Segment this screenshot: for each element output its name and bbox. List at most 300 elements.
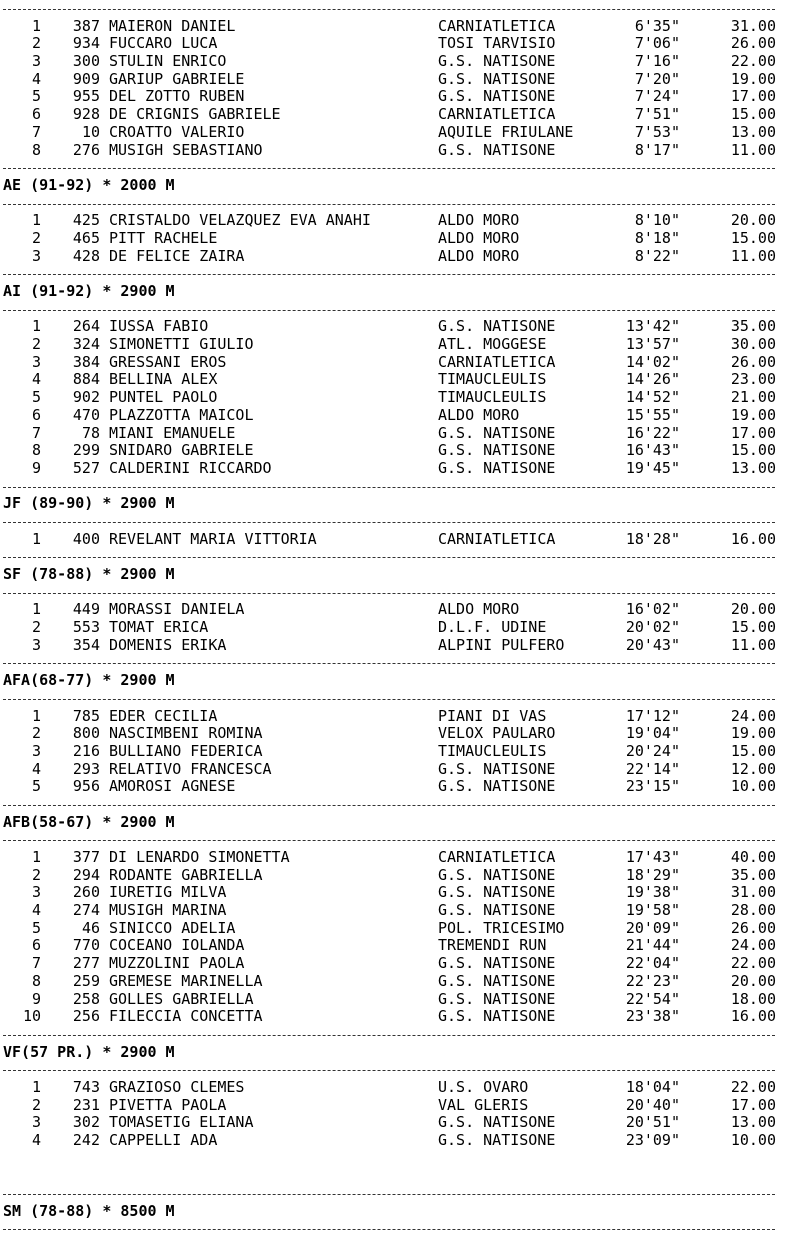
bib-number-cell: 299 xyxy=(72,441,100,460)
team-cell: G.S. NATISONE xyxy=(438,69,556,88)
team-cell: G.S. NATISONE xyxy=(438,1007,556,1026)
team-cell: G.S. NATISONE xyxy=(438,317,556,336)
divider xyxy=(0,265,787,283)
result-row xyxy=(0,389,787,407)
time-cell: 22'14" xyxy=(625,759,680,778)
athlete-name-cell: SINICCO ADELIA xyxy=(109,918,236,937)
team-cell: G.S. NATISONE xyxy=(438,989,556,1008)
position-cell: 3 xyxy=(31,635,41,654)
position-cell: 3 xyxy=(31,741,41,760)
points-cell: 13.00 xyxy=(730,1113,776,1132)
time-cell: 22'23" xyxy=(625,971,680,990)
athlete-name-cell: PIVETTA PAOLA xyxy=(109,1095,227,1114)
points-cell: 18.00 xyxy=(730,989,776,1008)
team-cell: TIMAUCLEULIS xyxy=(438,388,547,407)
athlete-name-cell: GRAZIOSO CLEMES xyxy=(109,1077,245,1096)
position-cell: 1 xyxy=(31,706,41,725)
athlete-name-cell: MUSIGH SEBASTIANO xyxy=(109,140,263,159)
athlete-name-cell: MORASSI DANIELA xyxy=(109,600,245,619)
result-row xyxy=(0,53,787,71)
bib-number-cell: 428 xyxy=(72,246,100,265)
position-cell: 1 xyxy=(31,16,41,35)
result-row xyxy=(0,884,787,902)
athlete-name-cell: BELLINA ALEX xyxy=(109,370,218,389)
points-cell: 40.00 xyxy=(730,848,776,866)
result-row xyxy=(0,955,787,973)
points-cell: 35.00 xyxy=(730,865,776,884)
team-cell: G.S. NATISONE xyxy=(438,954,556,973)
bib-number-cell: 258 xyxy=(72,989,100,1008)
points-cell: 15.00 xyxy=(730,105,776,124)
bib-number-cell: 259 xyxy=(72,971,100,990)
athlete-name-cell: FILECCIA CONCETTA xyxy=(109,1007,263,1026)
time-cell: 23'38" xyxy=(625,1007,680,1026)
time-cell: 22'04" xyxy=(625,954,680,973)
points-cell: 24.00 xyxy=(730,706,776,725)
bib-number-cell: 770 xyxy=(72,936,100,955)
position-cell: 3 xyxy=(31,52,41,71)
position-cell: 5 xyxy=(31,388,41,407)
points-cell: 15.00 xyxy=(730,228,776,247)
athlete-name-cell: EDER CECILIA xyxy=(109,706,218,725)
points-cell: 23.00 xyxy=(730,370,776,389)
athlete-name-cell: MUZZOLINI PAOLA xyxy=(109,954,245,973)
team-cell: VAL GLERIS xyxy=(438,1095,529,1114)
points-cell: 15.00 xyxy=(730,618,776,637)
team-cell: CARNIATLETICA xyxy=(438,848,556,866)
position-cell: 7 xyxy=(31,954,41,973)
position-cell: 5 xyxy=(31,777,41,796)
divider xyxy=(0,1061,787,1079)
team-cell: ALDO MORO xyxy=(438,246,520,265)
team-cell: G.S. NATISONE xyxy=(438,140,556,159)
points-cell: 22.00 xyxy=(730,1077,776,1096)
position-cell: 4 xyxy=(31,901,41,920)
position-cell: 4 xyxy=(31,370,41,389)
athlete-name-cell: DEL ZOTTO RUBEN xyxy=(109,87,245,106)
team-cell: CARNIATLETICA xyxy=(438,105,556,124)
result-row xyxy=(0,407,787,425)
team-cell: G.S. NATISONE xyxy=(438,423,556,442)
position-cell: 5 xyxy=(31,87,41,106)
position-cell: 3 xyxy=(31,1113,41,1132)
team-cell: ALDO MORO xyxy=(438,405,520,424)
position-cell: 8 xyxy=(31,140,41,159)
time-cell: 7'53" xyxy=(634,122,680,141)
result-row xyxy=(0,425,787,443)
result-row xyxy=(0,442,787,460)
points-cell: 20.00 xyxy=(730,971,776,990)
divider xyxy=(0,513,787,531)
result-row xyxy=(0,778,787,796)
bib-number-cell: 553 xyxy=(72,618,100,637)
divider xyxy=(0,301,787,319)
team-cell: TOSI TARVISIO xyxy=(438,34,556,53)
athlete-name-cell: GREMESE MARINELLA xyxy=(109,971,263,990)
athlete-name-cell: MAIERON DANIEL xyxy=(109,16,236,35)
athlete-name-cell: GRESSANI EROS xyxy=(109,352,227,371)
divider xyxy=(0,690,787,708)
position-cell: 2 xyxy=(31,1095,41,1114)
team-cell: G.S. NATISONE xyxy=(438,1113,556,1132)
bib-number-cell: 387 xyxy=(72,16,100,35)
time-cell: 13'57" xyxy=(625,335,680,354)
time-cell: 16'22" xyxy=(625,423,680,442)
team-cell: G.S. NATISONE xyxy=(438,458,556,477)
bib-number-cell: 928 xyxy=(72,105,100,124)
position-cell: 9 xyxy=(31,458,41,477)
bib-number-cell: 294 xyxy=(72,865,100,884)
blank-line xyxy=(0,1150,787,1168)
result-row xyxy=(0,1079,787,1097)
bib-number-cell: 902 xyxy=(72,388,100,407)
result-row xyxy=(0,371,787,389)
points-cell: 16.00 xyxy=(730,1007,776,1026)
team-cell: TIMAUCLEULIS xyxy=(438,370,547,389)
team-cell: PIANI DI VAS xyxy=(438,706,547,725)
result-row xyxy=(0,354,787,372)
athlete-name-cell: SIMONETTI GIULIO xyxy=(109,335,254,354)
team-cell: TREMENDI RUN xyxy=(438,936,547,955)
time-cell: 8'22" xyxy=(634,246,680,265)
team-cell: G.S. NATISONE xyxy=(438,1131,556,1149)
points-cell: 22.00 xyxy=(730,954,776,973)
team-cell: G.S. NATISONE xyxy=(438,901,556,920)
position-cell: 4 xyxy=(31,1131,41,1149)
result-row xyxy=(0,106,787,124)
bib-number-cell: 354 xyxy=(72,635,100,654)
points-cell: 13.00 xyxy=(730,122,776,141)
athlete-name-cell: STULIN ENRICO xyxy=(109,52,227,71)
athlete-name-cell: MUSIGH MARINA xyxy=(109,901,227,920)
points-cell: 11.00 xyxy=(730,246,776,265)
time-cell: 18'28" xyxy=(625,529,680,548)
team-cell: ALDO MORO xyxy=(438,228,520,247)
athlete-name-cell: CRISTALDO VELAZQUEZ EVA ANAHI xyxy=(109,211,371,230)
result-row xyxy=(0,142,787,160)
athlete-name-cell: CAPPELLI ADA xyxy=(109,1131,218,1149)
divider xyxy=(0,195,787,213)
divider xyxy=(0,831,787,849)
points-cell: 10.00 xyxy=(730,777,776,796)
time-cell: 19'38" xyxy=(625,883,680,902)
athlete-name-cell: PUNTEL PAOLO xyxy=(109,388,218,407)
position-cell: 9 xyxy=(31,989,41,1008)
position-cell: 6 xyxy=(31,105,41,124)
bib-number-cell: 884 xyxy=(72,370,100,389)
category-heading: AE (91-92) * 2000 M xyxy=(3,175,175,194)
time-cell: 18'04" xyxy=(625,1077,680,1096)
athlete-name-cell: IURETIG MILVA xyxy=(109,883,227,902)
position-cell: 1 xyxy=(31,1077,41,1096)
bib-number-cell: 324 xyxy=(72,335,100,354)
position-cell: 5 xyxy=(31,918,41,937)
result-row xyxy=(0,248,787,266)
result-row xyxy=(0,230,787,248)
bib-number-cell: 449 xyxy=(72,600,100,619)
points-cell: 19.00 xyxy=(730,69,776,88)
result-row xyxy=(0,867,787,885)
divider xyxy=(0,478,787,496)
time-cell: 14'52" xyxy=(625,388,680,407)
result-row xyxy=(0,318,787,336)
position-cell: 3 xyxy=(31,883,41,902)
points-cell: 30.00 xyxy=(730,335,776,354)
bib-number-cell: 264 xyxy=(72,317,100,336)
bib-number-cell: 256 xyxy=(72,1007,100,1026)
divider xyxy=(0,1185,787,1203)
athlete-name-cell: CALDERINI RICCARDO xyxy=(109,458,272,477)
result-row xyxy=(0,531,787,549)
result-row xyxy=(0,619,787,637)
points-cell: 26.00 xyxy=(730,34,776,53)
team-cell: G.S. NATISONE xyxy=(438,883,556,902)
athlete-name-cell: REVELANT MARIA VITTORIA xyxy=(109,529,317,548)
divider xyxy=(0,548,787,566)
team-cell: G.S. NATISONE xyxy=(438,777,556,796)
bib-number-cell: 277 xyxy=(72,954,100,973)
category-heading: AFB(58-67) * 2900 M xyxy=(3,812,175,831)
athlete-name-cell: COCEANO IOLANDA xyxy=(109,936,245,955)
bib-number-cell: 800 xyxy=(72,724,100,743)
time-cell: 23'15" xyxy=(625,777,680,796)
position-cell: 8 xyxy=(31,971,41,990)
position-cell: 1 xyxy=(31,211,41,230)
team-cell: CARNIATLETICA xyxy=(438,16,556,35)
bib-number-cell: 425 xyxy=(72,211,100,230)
result-row xyxy=(0,761,787,779)
points-cell: 17.00 xyxy=(730,423,776,442)
position-cell: 1 xyxy=(31,848,41,866)
time-cell: 21'44" xyxy=(625,936,680,955)
bib-number-cell: 955 xyxy=(72,87,100,106)
category-heading: SF (78-88) * 2900 M xyxy=(3,565,175,583)
athlete-name-cell: RODANTE GABRIELLA xyxy=(109,865,263,884)
athlete-name-cell: DI LENARDO SIMONETTA xyxy=(109,848,290,866)
bib-number-cell: 300 xyxy=(72,52,100,71)
time-cell: 7'16" xyxy=(634,52,680,71)
result-row xyxy=(0,991,787,1009)
category-heading: JF (89-90) * 2900 M xyxy=(3,494,175,513)
position-cell: 10 xyxy=(22,1007,41,1026)
points-cell: 17.00 xyxy=(730,87,776,106)
team-cell: G.S. NATISONE xyxy=(438,759,556,778)
athlete-name-cell: NASCIMBENI ROMINA xyxy=(109,724,263,743)
athlete-name-cell: BULLIANO FEDERICA xyxy=(109,741,263,760)
divider xyxy=(0,654,787,672)
position-cell: 1 xyxy=(31,600,41,619)
time-cell: 22'54" xyxy=(625,989,680,1008)
result-row xyxy=(0,124,787,142)
athlete-name-cell: DE CRIGNIS GABRIELE xyxy=(109,105,281,124)
position-cell: 8 xyxy=(31,441,41,460)
points-cell: 19.00 xyxy=(730,724,776,743)
time-cell: 18'29" xyxy=(625,865,680,884)
time-cell: 20'02" xyxy=(625,618,680,637)
team-cell: ALPINI PULFERO xyxy=(438,635,565,654)
result-row xyxy=(0,88,787,106)
athlete-name-cell: SNIDARO GABRIELE xyxy=(109,441,254,460)
time-cell: 17'12" xyxy=(625,706,680,725)
points-cell: 13.00 xyxy=(730,458,776,477)
divider xyxy=(0,0,787,18)
bib-number-cell: 465 xyxy=(72,228,100,247)
team-cell: ALDO MORO xyxy=(438,600,520,619)
result-row xyxy=(0,708,787,726)
position-cell: 3 xyxy=(31,246,41,265)
team-cell: ATL. MOGGESE xyxy=(438,335,547,354)
time-cell: 17'43" xyxy=(625,848,680,866)
divider xyxy=(0,1026,787,1044)
position-cell: 6 xyxy=(31,936,41,955)
points-cell: 26.00 xyxy=(730,918,776,937)
category-heading: AFA(68-77) * 2900 M xyxy=(3,671,175,690)
points-cell: 20.00 xyxy=(730,211,776,230)
position-cell: 2 xyxy=(31,228,41,247)
time-cell: 8'10" xyxy=(634,211,680,230)
points-cell: 12.00 xyxy=(730,759,776,778)
athlete-name-cell: IUSSA FABIO xyxy=(109,317,209,336)
result-row xyxy=(0,212,787,230)
points-cell: 22.00 xyxy=(730,52,776,71)
team-cell: TIMAUCLEULIS xyxy=(438,741,547,760)
team-cell: G.S. NATISONE xyxy=(438,441,556,460)
bib-number-cell: 470 xyxy=(72,405,100,424)
points-cell: 26.00 xyxy=(730,352,776,371)
time-cell: 20'24" xyxy=(625,741,680,760)
time-cell: 7'51" xyxy=(634,105,680,124)
bib-number-cell: 934 xyxy=(72,34,100,53)
athlete-name-cell: RELATIVO FRANCESCA xyxy=(109,759,272,778)
team-cell: G.S. NATISONE xyxy=(438,865,556,884)
athlete-name-cell: FUCCARO LUCA xyxy=(109,34,218,53)
category-heading: SM (78-88) * 8500 M xyxy=(3,1201,175,1220)
time-cell: 14'26" xyxy=(625,370,680,389)
result-row xyxy=(0,336,787,354)
result-row xyxy=(0,973,787,991)
time-cell: 19'45" xyxy=(625,458,680,477)
result-row xyxy=(0,71,787,89)
time-cell: 16'02" xyxy=(625,600,680,619)
bib-number-cell: 216 xyxy=(72,741,100,760)
points-cell: 19.00 xyxy=(730,405,776,424)
result-row xyxy=(0,743,787,761)
bib-number-cell: 909 xyxy=(72,69,100,88)
position-cell: 1 xyxy=(31,529,41,548)
result-row xyxy=(0,1008,787,1026)
bib-number-cell: 400 xyxy=(72,529,100,548)
points-cell: 10.00 xyxy=(730,1131,776,1149)
bib-number-cell: 10 xyxy=(81,122,100,141)
team-cell: G.S. NATISONE xyxy=(438,52,556,71)
position-cell: 6 xyxy=(31,405,41,424)
time-cell: 23'09" xyxy=(625,1131,680,1149)
result-row xyxy=(0,18,787,36)
points-cell: 21.00 xyxy=(730,388,776,407)
team-cell: G.S. NATISONE xyxy=(438,87,556,106)
bib-number-cell: 276 xyxy=(72,140,100,159)
time-cell: 16'43" xyxy=(625,441,680,460)
points-cell: 17.00 xyxy=(730,1095,776,1114)
time-cell: 7'20" xyxy=(634,69,680,88)
athlete-name-cell: DE FELICE ZAIRA xyxy=(109,246,245,265)
points-cell: 24.00 xyxy=(730,936,776,955)
athlete-name-cell: PITT RACHELE xyxy=(109,228,218,247)
team-cell: G.S. NATISONE xyxy=(438,971,556,990)
athlete-name-cell: GARIUP GABRIELE xyxy=(109,69,245,88)
position-cell: 2 xyxy=(31,34,41,53)
time-cell: 14'02" xyxy=(625,352,680,371)
bib-number-cell: 527 xyxy=(72,458,100,477)
bib-number-cell: 78 xyxy=(81,423,100,442)
time-cell: 19'04" xyxy=(625,724,680,743)
athlete-name-cell: MIANI EMANUELE xyxy=(109,423,236,442)
team-cell: U.S. OVARO xyxy=(438,1077,529,1096)
team-cell: D.L.F. UDINE xyxy=(438,618,547,637)
time-cell: 20'40" xyxy=(625,1095,680,1114)
bib-number-cell: 260 xyxy=(72,883,100,902)
points-cell: 11.00 xyxy=(730,140,776,159)
athlete-name-cell: PLAZZOTTA MAICOL xyxy=(109,405,254,424)
position-cell: 7 xyxy=(31,122,41,141)
time-cell: 20'43" xyxy=(625,635,680,654)
time-cell: 7'24" xyxy=(634,87,680,106)
bib-number-cell: 231 xyxy=(72,1095,100,1114)
points-cell: 28.00 xyxy=(730,901,776,920)
result-row xyxy=(0,601,787,619)
result-row xyxy=(0,920,787,938)
result-row xyxy=(0,849,787,867)
result-row xyxy=(0,1132,787,1150)
bib-number-cell: 377 xyxy=(72,848,100,866)
position-cell: 2 xyxy=(31,618,41,637)
position-cell: 1 xyxy=(31,317,41,336)
team-cell: VELOX PAULARO xyxy=(438,724,556,743)
position-cell: 2 xyxy=(31,865,41,884)
result-row xyxy=(0,637,787,655)
bib-number-cell: 46 xyxy=(81,918,100,937)
points-cell: 20.00 xyxy=(730,600,776,619)
result-row xyxy=(0,725,787,743)
blank-line xyxy=(0,1167,787,1185)
team-cell: POL. TRICESIMO xyxy=(438,918,565,937)
divider xyxy=(0,796,787,814)
divider xyxy=(0,584,787,602)
divider xyxy=(0,159,787,177)
position-cell: 2 xyxy=(31,335,41,354)
time-cell: 20'09" xyxy=(625,918,680,937)
result-row xyxy=(0,1097,787,1115)
position-cell: 2 xyxy=(31,724,41,743)
bib-number-cell: 274 xyxy=(72,901,100,920)
position-cell: 7 xyxy=(31,423,41,442)
team-cell: CARNIATLETICA xyxy=(438,529,556,548)
result-row xyxy=(0,902,787,920)
points-cell: 31.00 xyxy=(730,883,776,902)
points-cell: 11.00 xyxy=(730,635,776,654)
athlete-name-cell: DOMENIS ERIKA xyxy=(109,635,227,654)
team-cell: AQUILE FRIULANE xyxy=(438,122,574,141)
bib-number-cell: 302 xyxy=(72,1113,100,1132)
result-row xyxy=(0,35,787,53)
time-cell: 15'55" xyxy=(625,405,680,424)
bib-number-cell: 956 xyxy=(72,777,100,796)
points-cell: 16.00 xyxy=(730,529,776,548)
athlete-name-cell: CROATTO VALERIO xyxy=(109,122,245,141)
athlete-name-cell: TOMAT ERICA xyxy=(109,618,209,637)
athlete-name-cell: AMOROSI AGNESE xyxy=(109,777,236,796)
team-cell: ALDO MORO xyxy=(438,211,520,230)
